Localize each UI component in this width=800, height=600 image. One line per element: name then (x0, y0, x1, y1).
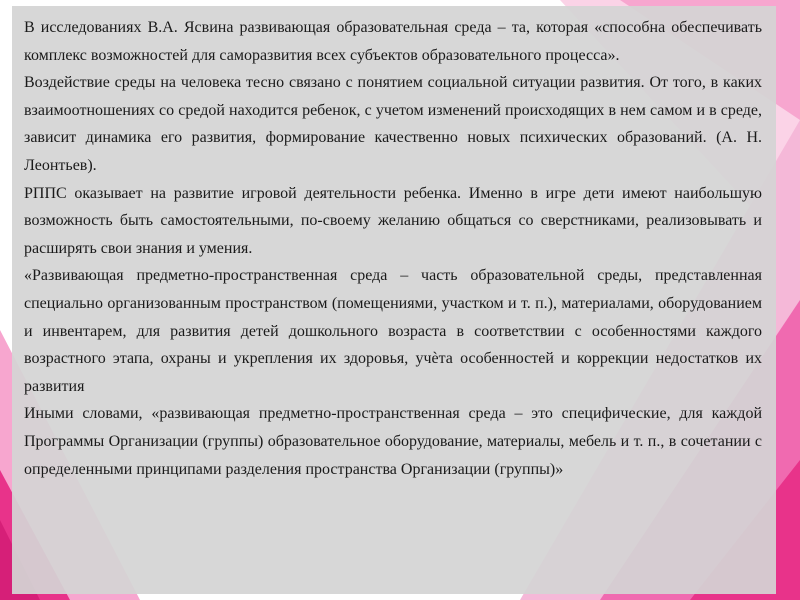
paragraph-rpps-play: РППС оказывает на развитие игровой деятельности ребенка. Именно в игре дети имеют наибольшую возможность быть самостоятельными, по-своему желанию общаться со сверстниками, реализовывать и расширять свои знания и умения. (24, 184, 762, 257)
paragraph-yasvin: В исследованиях В.А. Ясвина развивающая образовательная среда – та, которая «способна обеспечивать комплекс возможностей для саморазвития всех субъектов образовательного процесса». (24, 19, 762, 64)
slide-text-box (12, 6, 776, 594)
paragraph-other-words: Иными словами, «развивающая предметно-пространственная среда – это специфические, для каждой Программы Организации (группы) образовательное оборудование, материалы, мебель и т. п., в сочетании с определенными принципами разделения пространства Организации (группы)» (24, 405, 762, 478)
paragraph-leontiev: Воздействие среды на человека тесно связано с понятием социальной ситуации развития. От того, в каких взаимоотношениях со средой находится ребенок, с учетом изменений происходящих в нем самом и в среде, зависит динамика его развития, формирование качественно новых психических образований. (А. Н. Леонтьев). (24, 74, 762, 174)
paragraph-definition: «Развивающая предметно-пространственная среда – часть образовательной среды, представленная специально организованным пространством (помещениями, участком и т. п.), материалами, оборудованием и инвентарем, для развития детей дошкольного возраста в соответствии с особенностями каждого возрастного этапа, охраны и укрепления их здоровья, учѐта особенностей и коррекции недостатков их развития (24, 267, 762, 395)
